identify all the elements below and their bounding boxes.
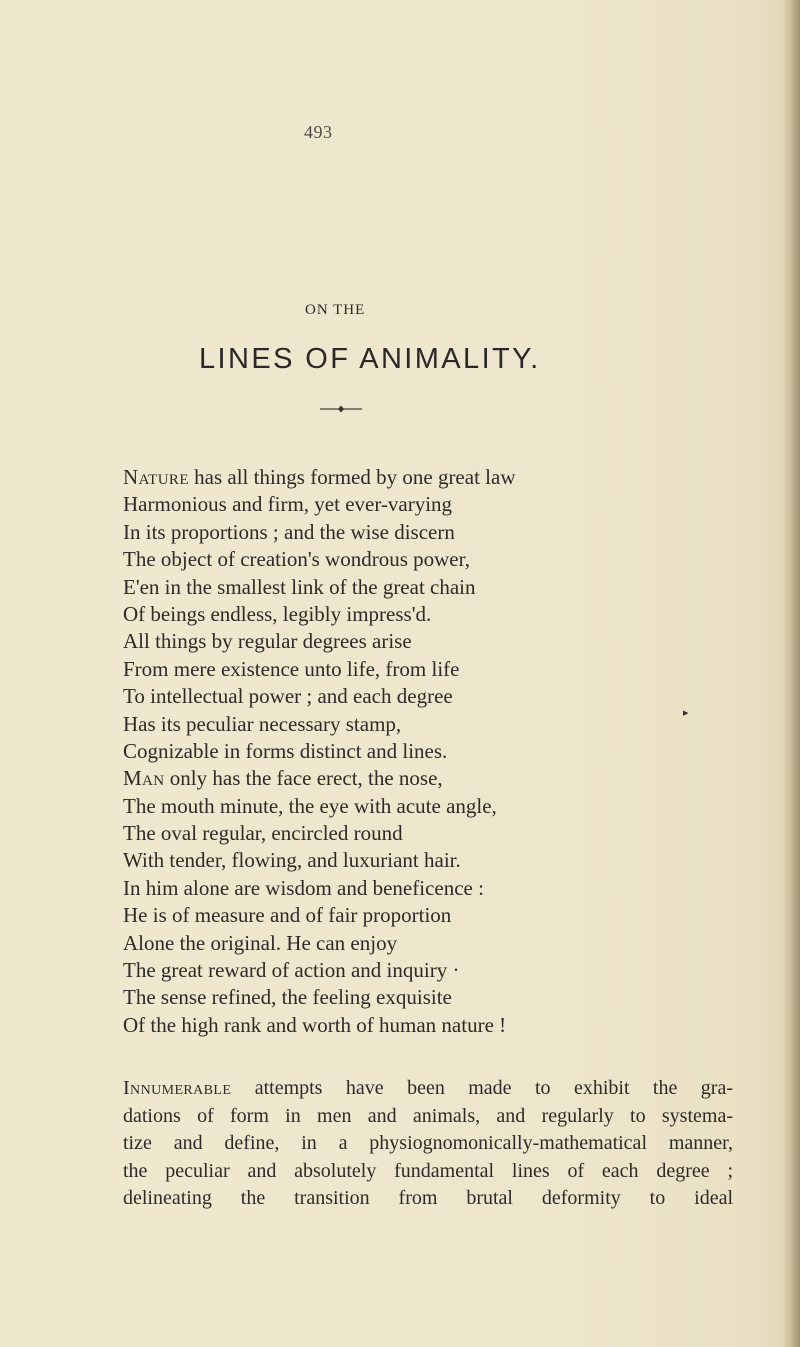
poem-line-text: Of beings endless, legibly impress'd.: [123, 601, 432, 626]
prose-line-text: the peculiar and absolutely fundamental lines of each degree ;: [123, 1159, 733, 1182]
poem-line: [123, 765, 713, 792]
poem-line-text: Alone the original. He can enjoy: [123, 930, 398, 955]
prose-opening-word: Innumerable: [123, 1077, 232, 1099]
poem-line: [123, 984, 713, 1011]
prose-line: [123, 1158, 733, 1186]
prose-line-text: attempts have been made to exhibit the gra-: [231, 1077, 733, 1099]
poem-line-text: only has the face erect, the nose,: [164, 766, 443, 791]
poem-line-text: In its proportions ; and the wise discern: [123, 519, 455, 544]
poem-line-text: The great reward of action and inquiry ·: [123, 958, 460, 983]
poem-line: [123, 793, 713, 820]
stray-print-mark: ▸: [683, 707, 689, 719]
poem-line: [123, 519, 713, 546]
poem-line-text: Of the high rank and worth of human nature !: [123, 1012, 507, 1037]
poem-line: [123, 683, 713, 710]
poem-line: [123, 847, 713, 874]
section-title: LINES OF ANIMALITY.: [199, 343, 541, 375]
poem-line-text: In him alone are wisdom and beneficence :: [123, 875, 484, 900]
poem-line: [123, 930, 713, 957]
section-subtitle: ON THE: [305, 302, 366, 318]
poem-line: [123, 656, 713, 683]
poem-line-text: To intellectual power ; and each degree: [123, 684, 453, 709]
poem-line-text: has all things formed by one great law: [188, 465, 516, 489]
poem-line: [123, 546, 713, 573]
poem-line-text: All things by regular degrees arise: [123, 629, 412, 654]
prose-paragraph: [123, 1075, 733, 1213]
prose-line: [123, 1103, 733, 1131]
poem-line: [123, 820, 713, 847]
poem-line-text: From mere existence unto life, from life: [123, 656, 460, 681]
poem-line-text: E'en in the smallest link of the great chain: [123, 574, 476, 599]
poem-line: [123, 902, 713, 929]
poem-line-text: The mouth minute, the eye with acute angle,: [123, 793, 497, 818]
prose-line: [123, 1130, 733, 1158]
poem-line-text: He is of measure and of fair proportion: [123, 903, 452, 928]
prose-line: [123, 1075, 733, 1103]
poem-line-text: The object of creation's wondrous power,: [123, 547, 471, 572]
prose-line: [123, 1185, 733, 1213]
prose-line-text: dations of form in men and animals, and regularly to systema-: [123, 1104, 733, 1127]
poem-opening-word: Nature: [123, 465, 189, 489]
poem-stanza-word: Man: [123, 766, 165, 791]
poem-line: [123, 875, 713, 902]
poem: [123, 464, 713, 1039]
poem-line-text: Has its peculiar necessary stamp,: [123, 711, 402, 736]
poem-line: [123, 711, 713, 738]
poem-line-text: The sense refined, the feeling exquisite: [123, 985, 452, 1010]
poem-line: [123, 601, 713, 628]
poem-line: [123, 574, 713, 601]
ornamental-rule: [318, 404, 364, 414]
poem-line-text: Cognizable in forms distinct and lines.: [123, 738, 448, 763]
poem-line-text: Harmonious and firm, yet ever-varying: [123, 492, 453, 517]
prose-line-text: delineating the transition from brutal deformity to ideal: [123, 1187, 733, 1210]
poem-line: [123, 628, 713, 655]
poem-line: [123, 491, 713, 518]
poem-line: [123, 1012, 713, 1039]
poem-line: [123, 464, 713, 491]
prose-line-text: tize and define, in a physiognomonically-mathematical manner,: [123, 1132, 733, 1155]
poem-line: [123, 738, 713, 765]
page-edge-shadow: [782, 0, 800, 1347]
page-number: 493: [304, 122, 333, 142]
poem-line-text: With tender, flowing, and luxuriant hair.: [123, 848, 461, 873]
poem-line-text: The oval regular, encircled round: [123, 821, 403, 846]
poem-line: [123, 957, 713, 984]
